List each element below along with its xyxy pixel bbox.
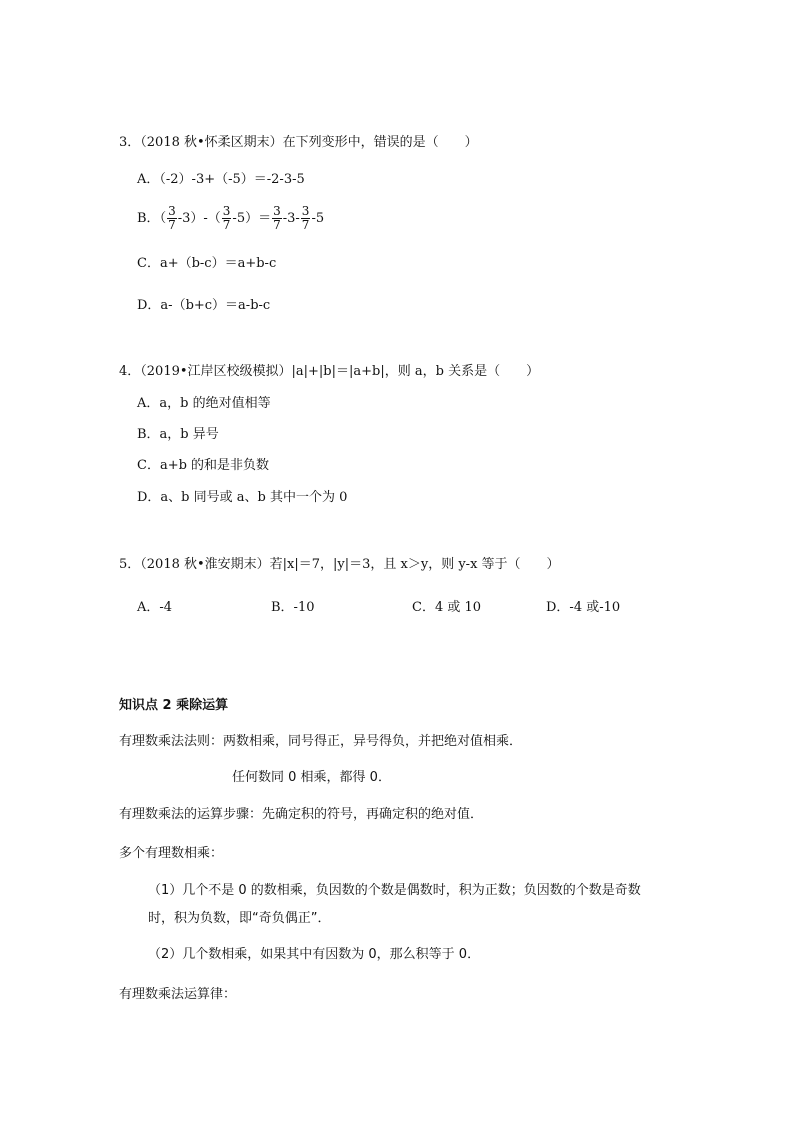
multiplication-laws: 有理数乘法运算律： [119, 987, 237, 1002]
q3-option-c: C．a+（b-c）＝a+b-c [137, 256, 277, 271]
fraction-denominator: 7 [301, 218, 310, 232]
q5-option-b: B．-10 [271, 600, 315, 615]
fraction-numerator: 3 [168, 204, 176, 218]
multi-item-1-line-2: 时，积为负数，即“奇负偶正”． [148, 911, 331, 926]
q4-option-b: B．a，b 异号 [137, 427, 219, 442]
q5-option-d: D．-4 或-10 [546, 600, 621, 615]
multiplication-steps: 有理数乘法的运算步骤：先确定积的符号，再确定积的绝对值． [119, 807, 484, 822]
q3-b-text-5: -5 [311, 211, 325, 226]
q4-option-d: D．a、b 同号或 a、b 其中一个为 0 [137, 490, 348, 505]
multi-item-2: （2）几个数相乘，如果其中有因数为 0，那么积等于 0． [148, 947, 481, 962]
fraction-numerator: 3 [222, 204, 231, 218]
q3-b-fraction-3 [272, 205, 282, 232]
fraction-denominator: 7 [222, 218, 231, 232]
fraction-denominator: 7 [273, 218, 281, 232]
q3-b-fraction-1 [167, 205, 177, 232]
q4-stem: 4．（2019•江岸区校级模拟）|a|+|b|＝|a+b|，则 a，b 关系是（ ） [119, 364, 540, 379]
q4-option-c: C．a+b 的和是非负数 [137, 458, 270, 473]
multi-factor-heading: 多个有理数相乘： [119, 846, 224, 861]
multi-item-1-line-1: （1）几个不是 0 的数相乘，负因数的个数是偶数时，积为正数；负因数的个数是奇数 [148, 883, 641, 898]
q3-b-label: B． [137, 211, 160, 226]
multiplication-rule: 有理数乘法法则：两数相乘，同号得正，异号得负，并把绝对值相乘． [119, 734, 523, 749]
q3-b-fraction-2 [222, 205, 232, 232]
q5-option-c: C．4 或 10 [412, 600, 482, 615]
fraction-denominator: 7 [168, 218, 176, 232]
section-heading: 知识点 2 乘除运算 [119, 698, 229, 713]
q5-option-a: A．-4 [137, 600, 173, 615]
q3-stem: 3．（2018 秋•怀柔区期末）在下列变形中，错误的是（ ） [119, 135, 478, 150]
q3-option-d: D．a-（b+c）＝a-b-c [137, 298, 271, 313]
fraction-numerator: 3 [301, 204, 310, 218]
q3-b-fraction-4 [301, 205, 311, 232]
q3-option-b [137, 203, 324, 235]
zero-rule: 任何数同 0 相乘，都得 0． [232, 770, 391, 785]
q3-option-a: A．（-2）-3+（-5）＝-2-3-5 [137, 172, 305, 187]
q3-b-text-2: -3）-（ [177, 211, 221, 226]
q5-stem: 5．（2018 秋•淮安期末）若|x|＝7，|y|＝3，且 x＞y，则 y-x 等于（ ） [119, 557, 560, 572]
q4-option-a: A．a，b 的绝对值相等 [137, 396, 271, 411]
q3-b-text-4: -3- [282, 211, 300, 226]
q3-b-text-1: （ [159, 211, 167, 226]
q3-b-text-3: -5）＝ [232, 211, 272, 226]
fraction-numerator: 3 [273, 204, 281, 218]
